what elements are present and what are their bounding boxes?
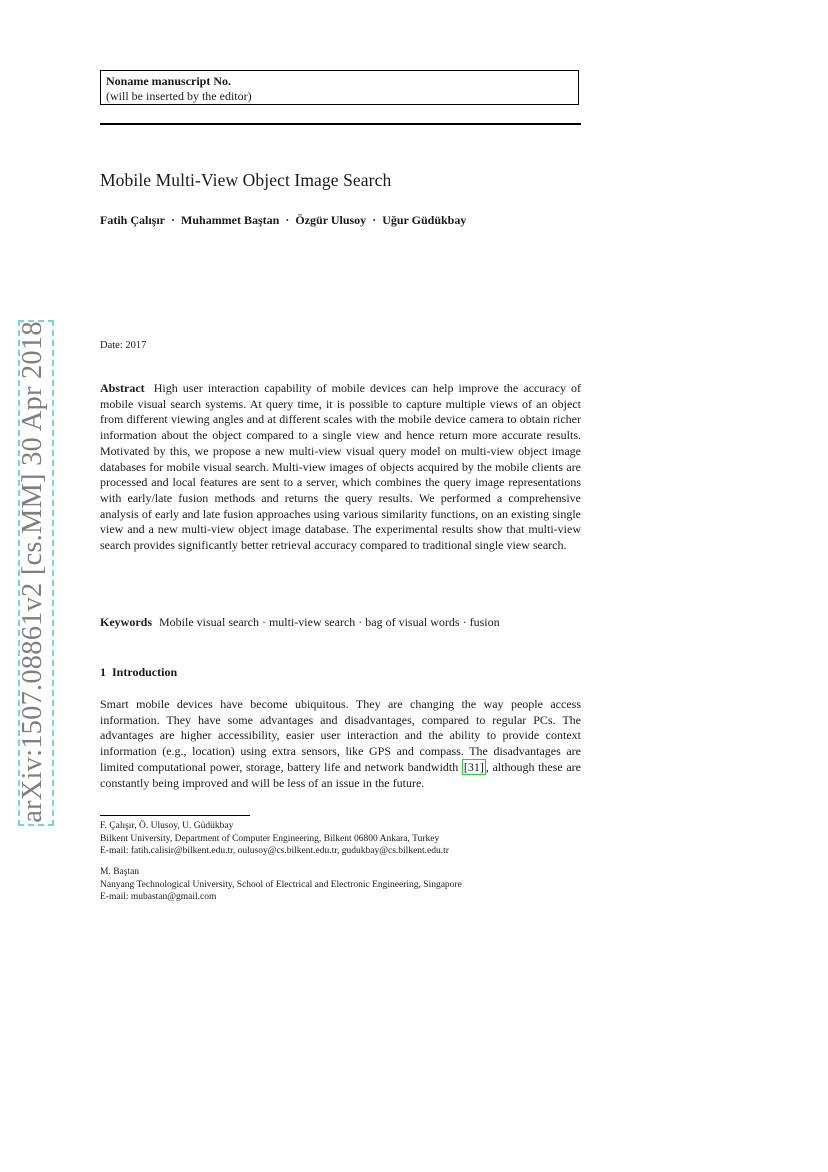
section-number: 1	[100, 665, 106, 679]
arxiv-stamp-text[interactable]: arXiv:1507.08861v2 [cs.MM] 30 Apr 2018	[17, 321, 48, 823]
author-name: Fatih Çalışır	[100, 213, 165, 227]
section-heading	[100, 665, 177, 680]
footnote-rule	[100, 815, 250, 816]
author-list	[100, 213, 466, 228]
abstract-text: High user interaction capability of mobile devices can help improve the accuracy of mobile visual search systems. At query time, it is possible to capture multiple views of an object from different viewing angles and at different scales with the mobile device camera to obtain richer information about the object compared to a single view and hence return more accurate results. Motivated by this, we propose a new multi-view visual query model on multi-view object image databases for mobile visual search. Multi-view images of objects acquired by the mobile clients are processed and local features are sent to a server, which combines the query image representations with early/late fusion methods and returns the query results. We performed a comprehensive analysis of early and late fusion approaches using various similarity functions, on an existing single view and a new multi-view object image database. The experimental results show that multi-view search provides significantly better retrieval accuracy compared to traditional single view search.	[100, 381, 582, 553]
author-separator: ·	[171, 213, 176, 227]
footnote-email: E-mail: mubastan@gmail.com	[100, 892, 217, 902]
date-line: Date: 2017	[100, 340, 147, 351]
footnote-affiliation: Nanyang Technological University, School of Electrical and Electronic Engineering, Singapore	[100, 879, 462, 890]
author-name: Muhammet Baştan	[181, 213, 280, 227]
citation-link[interactable]: [31]	[463, 759, 484, 774]
intro-paragraph	[100, 697, 581, 791]
manuscript-header-box	[100, 70, 579, 105]
editor-note: (will be inserted by the editor)	[106, 89, 252, 103]
intro-text: Smart mobile devices have become ubiquitous. They are changing the way people access information. They have some advantages and disadvantages, compared to regular PCs. The advantages are higher accessibility, easier user interaction and the ability to provide context information (e.g., location) using extra sensors, like GPS and compass. The disadvantages are limited computational power, storage, battery life and network bandwidth	[100, 697, 581, 774]
intro-text-cont: , although these are constantly being improved and will be less of an issue in the future.	[100, 759, 581, 790]
author-separator: ·	[285, 213, 290, 227]
affiliation-footnote	[100, 866, 600, 904]
footnote-names: M. Baştan	[100, 867, 140, 877]
footnote-affiliation: Bilkent University, Department of Computer Engineering, Bilkent 06800 Ankara, Turkey	[100, 833, 440, 844]
section-title-text: Introduction	[112, 665, 178, 679]
affiliation-footnote	[100, 820, 600, 858]
keywords-label: Keywords	[100, 615, 152, 629]
author-name: Özgür Ulusoy	[295, 213, 367, 227]
paper-title: Mobile Multi-View Object Image Search	[100, 170, 392, 190]
author-name: Uğur Güdükbay	[382, 213, 467, 227]
author-separator: ·	[372, 213, 377, 227]
manuscript-number-label: Noname manuscript No.	[106, 74, 231, 88]
title-rule	[100, 123, 581, 125]
footnote-email: E-mail: fatih.calisir@bilkent.edu.tr, oulusoy@cs.bilkent.edu.tr, gudukbay@cs.bilkent.edu.tr	[100, 846, 449, 856]
abstract-label: Abstract	[100, 381, 145, 395]
abstract-paragraph	[100, 381, 581, 554]
keywords-line	[100, 615, 581, 631]
keywords-text: Mobile visual search · multi-view search · bag of visual words · fusion	[159, 615, 500, 629]
footnote-names: F. Çalışır, Ö. Ulusoy, U. Güdükbay	[100, 821, 234, 831]
